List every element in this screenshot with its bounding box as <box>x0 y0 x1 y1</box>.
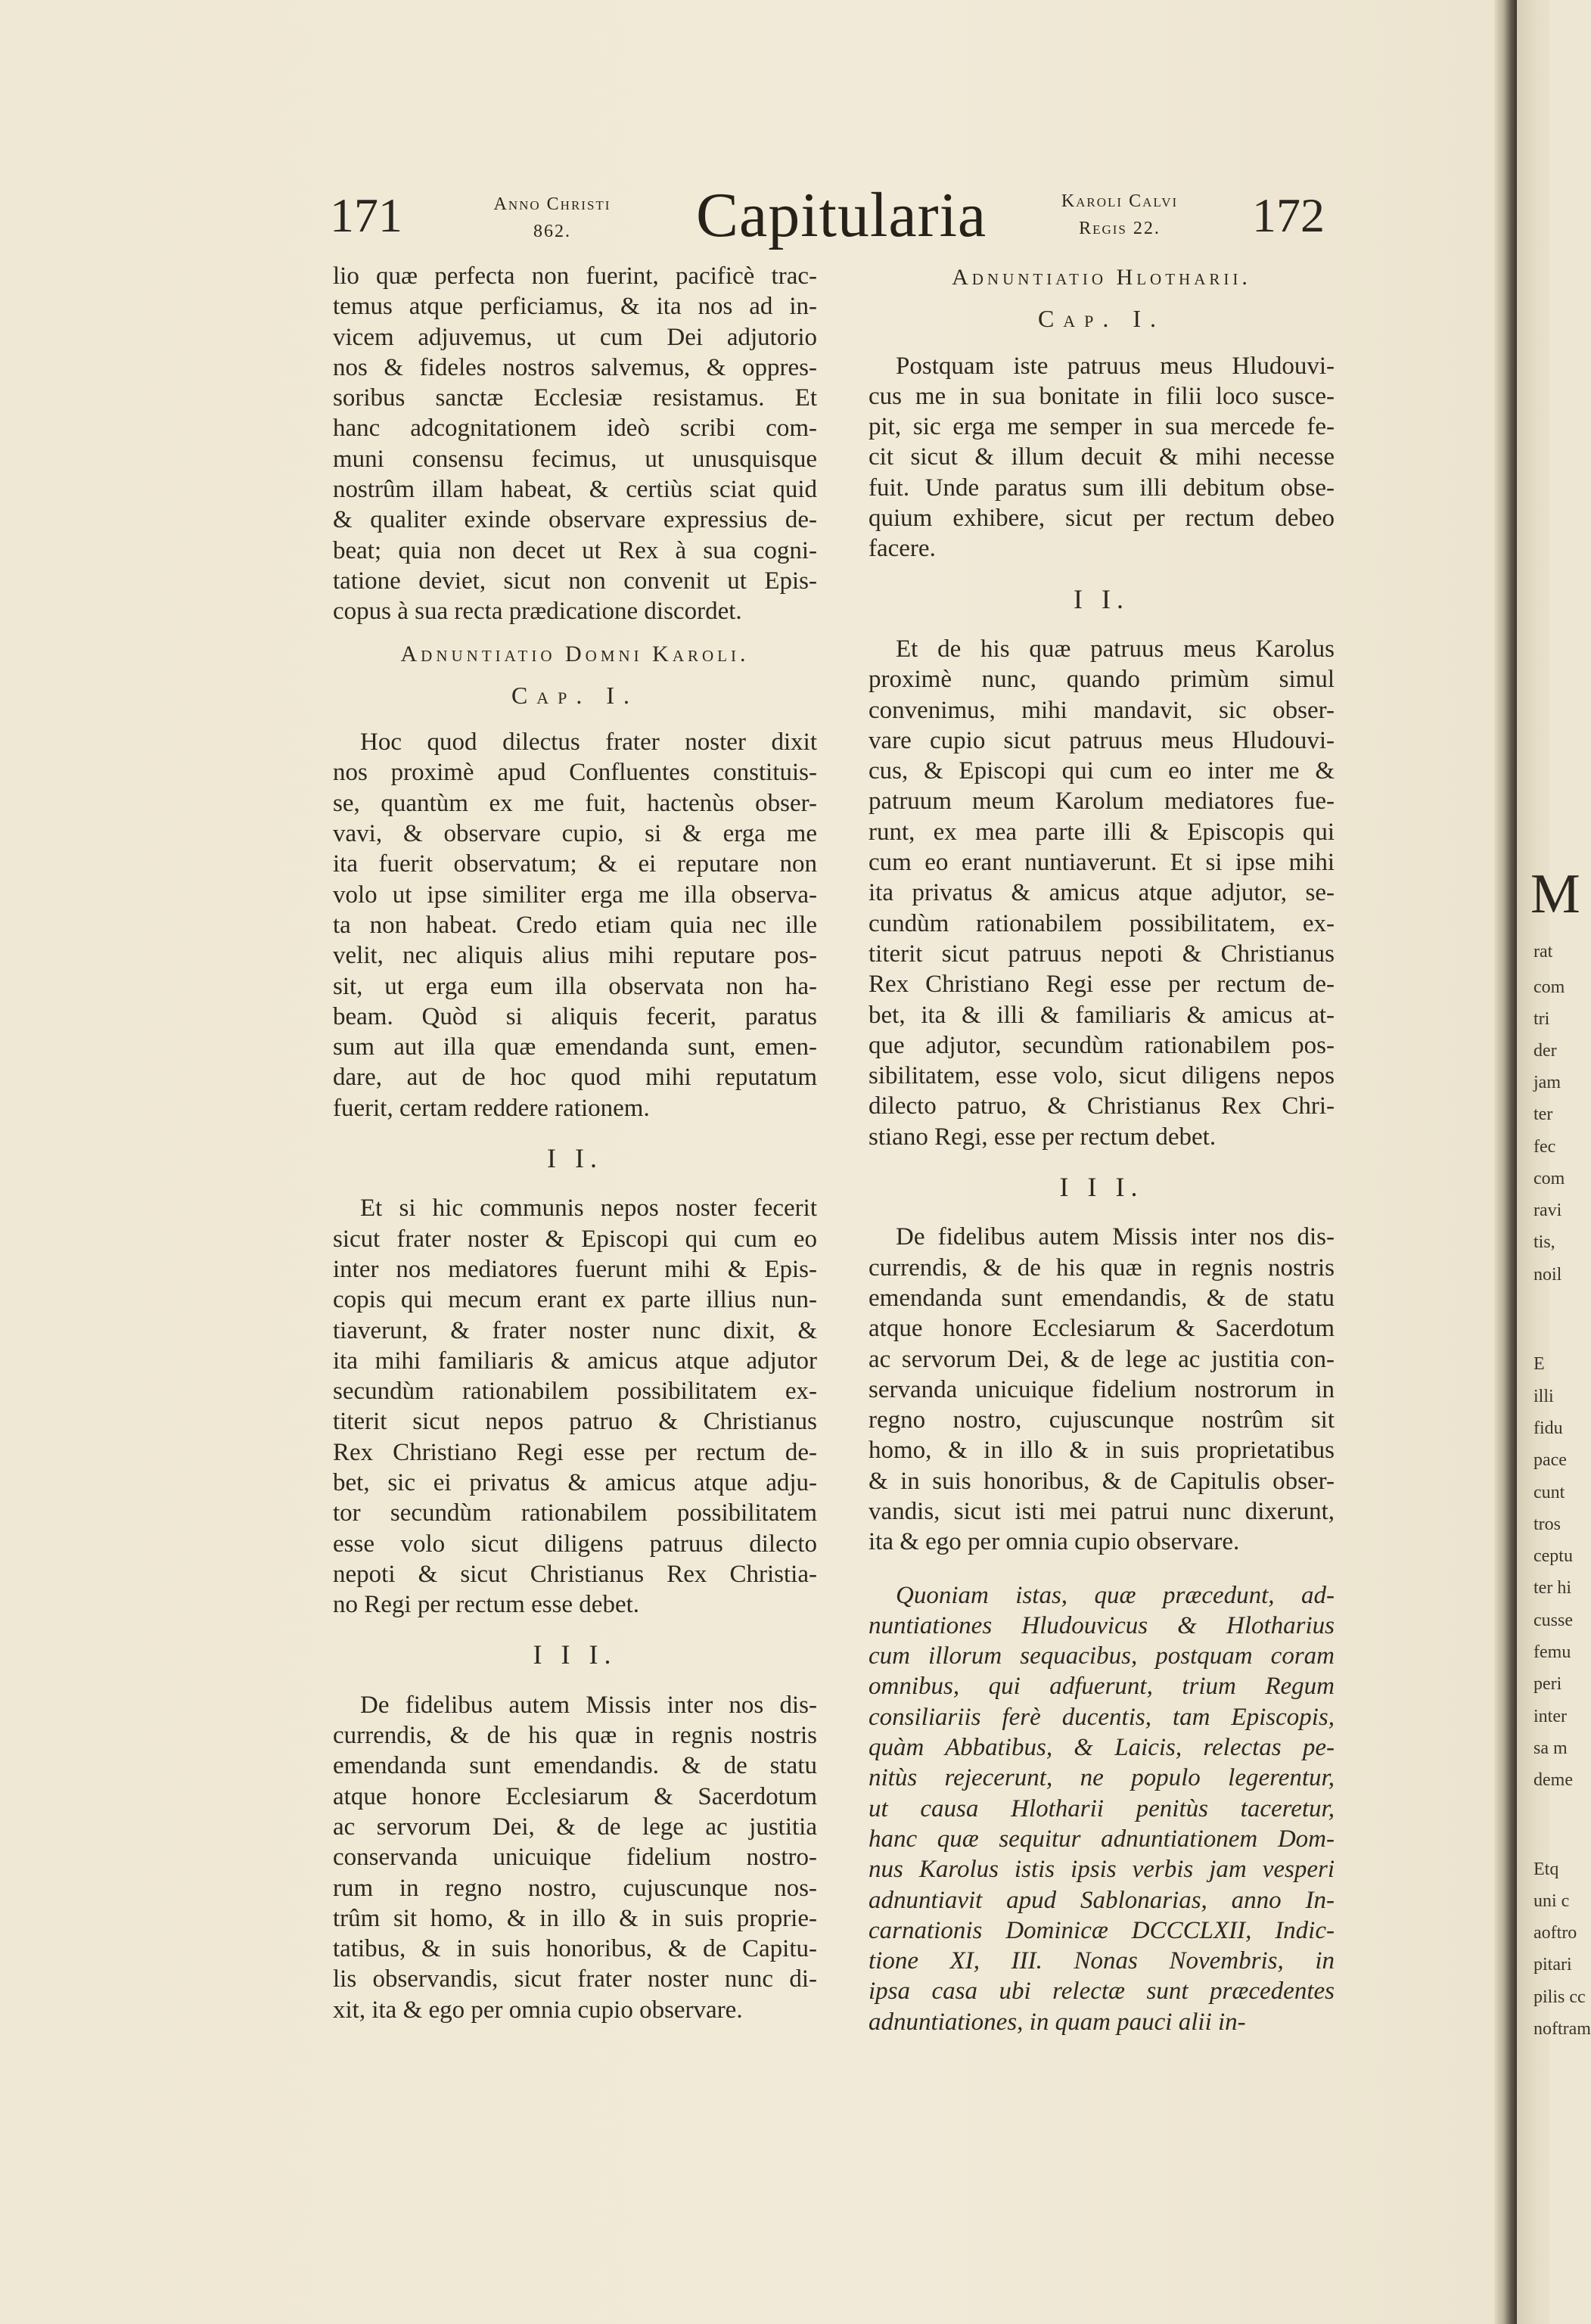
right-text-line: nitùs rejecerunt, ne populo legerentur, <box>869 1764 1335 1792</box>
left-text-line: velit, nec aliquis alius mihi reputare pos- <box>333 942 817 970</box>
right-text-line: Et de his quæ patruus meus Karolus <box>896 635 1335 663</box>
right-text-line: convenimus, mihi mandavit, sic obser- <box>869 696 1335 724</box>
facing-page-fragment: Etq <box>1534 1860 1559 1879</box>
header-year <box>469 191 635 245</box>
right-text-line: Rex Christiano Regi esse per rectum de- <box>869 971 1335 999</box>
facing-page-fragment: aoftro <box>1534 1923 1577 1943</box>
right-text-line: cum illorum sequacibus, postquam coram <box>869 1642 1335 1670</box>
right-text-line: proximè nunc, quando primùm simul <box>869 666 1335 694</box>
left-text-line: currendis, & de his quæ in regnis nostris <box>333 1722 817 1750</box>
right-text-line: regno nostro, cujuscunque nostrûm sit <box>869 1406 1335 1434</box>
right-text-line: emendanda sunt emendandis, & de statu <box>869 1284 1335 1312</box>
facing-page-fragment: fec <box>1534 1137 1556 1157</box>
right-text-line: nuntiationes Hludouvicus & Hlotharius <box>869 1611 1335 1639</box>
right-text-line: De fidelibus autem Missis inter nos dis- <box>896 1223 1335 1251</box>
facing-page-fragment: ter <box>1534 1105 1553 1124</box>
facing-page-fragment: femu <box>1534 1642 1571 1662</box>
facing-page-fragment: peri <box>1534 1674 1562 1694</box>
right-column <box>869 261 1335 2037</box>
right-text-line: cus me in sua bonitate in filii loco susce- <box>869 382 1335 410</box>
facing-page-fragment: noil <box>1534 1265 1562 1285</box>
right-text-line: vare cupio sicut patruus meus Hludouvi- <box>869 726 1335 754</box>
facing-page-fragment: deme <box>1534 1770 1573 1790</box>
left-text-line: nos & fideles nostros salvemus, & oppres- <box>333 353 817 381</box>
left-text-line: tatione deviet, sicut non convenit ut Epis- <box>333 567 817 595</box>
right-text-line: currendis, & de his quæ in regnis nostris <box>869 1254 1335 1282</box>
chapter-heading: Cap. I. <box>1037 305 1166 333</box>
left-text-line: nos proximè apud Confluentes constituis- <box>333 759 817 787</box>
right-text-line: cum eo erant nuntiaverunt. Et si ipse mihi <box>869 849 1335 877</box>
left-text-line: vicem adjuvemus, ut cum Dei adjutorio <box>333 323 817 351</box>
right-text-line: hanc quæ sequitur adnuntiationem Dom- <box>869 1825 1335 1853</box>
facing-page-fragment: ter hi <box>1534 1578 1571 1598</box>
right-text-line: omnibus, qui adfuerunt, trium Regum <box>869 1673 1335 1701</box>
right-text-line: atque honore Ecclesiarum & Sacerdotum <box>869 1315 1335 1343</box>
facing-page-fragment: pace <box>1534 1450 1567 1470</box>
left-text-line: trûm sit homo, & in illo & in suis proprie- <box>333 1904 817 1932</box>
header-year-line: Anno Christi <box>493 194 611 214</box>
right-text-line: runt, ex mea parte illi & Episcopis qui <box>869 818 1335 846</box>
facing-page-fragment: rat <box>1534 942 1553 962</box>
header-reign-line: Karoli Calvi <box>1061 191 1179 211</box>
right-text-line: bet, ita & illi & familiaris & amicus at- <box>869 1001 1335 1029</box>
right-text-line: carnationis Dominicæ DCCCLXII, Indic- <box>869 1916 1335 1944</box>
right-text-line: stiano Regi, esse per rectum debet. <box>869 1123 1217 1151</box>
left-text-line: fuerit, certam reddere rationem. <box>333 1094 650 1122</box>
right-text-line: ita & ego per omnia cupio observare. <box>869 1528 1240 1556</box>
facing-page-fragment: sa m <box>1534 1738 1568 1758</box>
header-year-line: 862. <box>533 222 571 241</box>
left-text-line: ta non habeat. Credo etiam quia nec ille <box>333 911 817 939</box>
left-text-line: xit, ita & ego per omnia cupio observare. <box>333 1996 743 2024</box>
left-text-line: Hoc quod dilectus frater noster dixit <box>360 729 817 757</box>
chapter-number: I I. <box>547 1143 603 1174</box>
facing-page-fragment: illi <box>1534 1387 1554 1406</box>
spacer <box>869 1558 1335 1580</box>
facing-page-fragment: uni c <box>1534 1891 1570 1911</box>
right-text-line: tione XI, III. Nonas Novembris, in <box>869 1947 1335 1975</box>
left-text-line: copus à sua recta prædicatione discordet. <box>333 598 742 626</box>
facing-page-fragment: tis, <box>1534 1232 1555 1252</box>
right-text-line: quium exhibere, sicut per rectum debeo <box>869 505 1335 533</box>
facing-page-fragment: ceptu <box>1534 1546 1573 1566</box>
facing-page-fragment: pilis cc <box>1534 1987 1586 2007</box>
left-text-line: ita fuerit observatum; & ei reputare non <box>333 850 817 878</box>
left-text-line: inter nos mediatores fuerunt mihi & Epis- <box>333 1255 817 1283</box>
right-text-line: patruum meum Karolum mediatores fue- <box>869 788 1335 816</box>
left-text-line: bet, sic ei privatus & amicus atque adju- <box>333 1468 817 1496</box>
chapter-number: I I I. <box>533 1639 617 1670</box>
chapter-number: I I I. <box>1059 1172 1144 1203</box>
right-text-line: sibilitatem, esse volo, sicut diligens nepos <box>869 1062 1335 1090</box>
facing-page-fragment: jam <box>1534 1073 1561 1092</box>
right-text-line: adnuntiationes, in quam pauci alii in- <box>869 2008 1246 2036</box>
left-text-line: copis qui mecum erant ex parte illius nun- <box>333 1286 817 1314</box>
facing-page-initial: M <box>1530 863 1580 925</box>
right-text-line: adnuntiavit apud Sablonarias, anno In- <box>869 1886 1335 1914</box>
left-text-line: De fidelibus autem Missis inter nos dis- <box>360 1691 817 1719</box>
facing-page-fragment: fidu <box>1534 1418 1563 1438</box>
left-text-line: dare, aut de hoc quod mihi reputatum <box>333 1064 817 1092</box>
header-reign-line: Regis 22. <box>1079 219 1161 238</box>
facing-page-fragment: com <box>1534 1169 1565 1188</box>
right-text-line: titerit sicut patruus nepoti & Christianus <box>869 940 1335 968</box>
right-text-line: nus Karolus istis ipsis verbis jam vesperi <box>869 1856 1335 1884</box>
right-text-line: que adjutor, secundùm rationabilem pos- <box>869 1031 1335 1059</box>
facing-page-fragment: pitari <box>1534 1955 1572 1974</box>
right-text-line: quàm Abbatibus, & Laicis, relectas pe- <box>869 1734 1335 1762</box>
left-text-line: soribus sanctæ Ecclesiæ resistamus. Et <box>333 384 817 412</box>
right-text-line: pit, sic erga me semper in sua mercede fe- <box>869 413 1335 441</box>
left-text-line: sum aut illa quæ emendanda sunt, emen- <box>333 1033 817 1061</box>
facing-page-edge <box>1517 0 1591 2324</box>
left-text-line: nostrûm illam habeat, & certiùs sciat quid <box>333 476 817 504</box>
page-number-right: 172 <box>1252 188 1325 242</box>
left-text-line: tor secundùm rationabilem possibilitatem <box>333 1499 817 1527</box>
facing-page-fragment: E <box>1534 1354 1545 1374</box>
chapter-number: I I. <box>1074 583 1130 614</box>
left-text-line: lio quæ perfecta non fuerint, pacificè trac- <box>333 263 817 290</box>
facing-page-fragment: cunt <box>1534 1483 1565 1502</box>
book-gutter <box>1494 0 1517 2324</box>
right-text-line: Postquam iste patruus meus Hludouvi- <box>896 352 1335 380</box>
facing-page-fragment: ravi <box>1534 1201 1562 1220</box>
section-heading: Adnuntiatio Hlotharii. <box>952 265 1251 290</box>
left-column <box>333 261 817 2025</box>
facing-page-fragment: inter <box>1534 1707 1567 1726</box>
right-text-line: dilecto patruo, & Christianus Rex Chri- <box>869 1092 1335 1120</box>
right-text-line: ita privatus & amicus atque adjutor, se- <box>869 879 1335 907</box>
right-text-line: ut causa Hlotharii penitùs taceretur, <box>869 1794 1335 1822</box>
left-text-line: ita mihi familiaris & amicus atque adjutor <box>333 1347 817 1375</box>
header-reign <box>1033 188 1207 242</box>
right-text-line: vandis, sicut isti mei patrui nunc dixerunt, <box>869 1497 1335 1525</box>
left-text-line: sicut frater noster & Episcopi qui cum eo <box>333 1225 817 1253</box>
left-text-line: emendanda sunt emendandis. & de statu <box>333 1752 817 1780</box>
running-title: Capitularia <box>696 180 987 250</box>
left-text-line: se, quantùm ex me fuit, hactenùs obser- <box>333 789 817 817</box>
left-text-line: conservanda unicuique fidelium nostro- <box>333 1844 817 1872</box>
left-text-line: secundùm rationabilem possibilitatem ex- <box>333 1378 817 1406</box>
right-text-line: ipsa casa ubi relectæ sunt præcedentes <box>869 1978 1335 2006</box>
right-text-line: facere. <box>869 535 936 563</box>
facing-page-fragment: cusse <box>1534 1611 1573 1630</box>
right-text-line: consiliariis ferè ducentis, tam Episcopis, <box>869 1703 1335 1731</box>
left-text-line: ac servorum Dei, & de lege ac justitia <box>333 1813 817 1841</box>
left-text-line: volo ut ipse similiter erga me illa observa- <box>333 881 817 909</box>
left-text-line: nepoti & sicut Christianus Rex Christia- <box>333 1560 817 1588</box>
left-text-line: Et si hic communis nepos noster fecerit <box>360 1195 817 1223</box>
right-text-line: ac servorum Dei, & de lege ac justitia con- <box>869 1345 1335 1373</box>
right-text-line: servanda unicuique fidelium nostrorum in <box>869 1375 1335 1403</box>
section-heading: Adnuntiatio Domni Karoli. <box>400 641 750 666</box>
right-text-line: fuit. Unde paratus sum illi debitum obse- <box>869 474 1335 502</box>
left-text-line: beat; quia non decet ut Rex à sua cogni- <box>333 536 817 564</box>
left-text-line: Rex Christiano Regi esse per rectum de- <box>333 1438 817 1466</box>
left-text-line: esse volo sicut diligens patruus dilecto <box>333 1530 817 1558</box>
left-text-line: tiaverunt, & frater noster nunc dixit, & <box>333 1316 817 1344</box>
left-text-line: temus atque perficiamus, & ita nos ad in- <box>333 293 817 321</box>
left-text-line: hanc adcognitationem ideò scribi com- <box>333 415 817 443</box>
right-text-line: & in suis honoribus, & de Capitulis obser- <box>869 1467 1335 1495</box>
left-text-line: sit, ut erga eum illa observata non ha- <box>333 972 817 1000</box>
left-text-line: beam. Quòd si aliquis fecerit, paratus <box>333 1002 817 1030</box>
facing-page-fragment: com <box>1534 977 1565 997</box>
chapter-heading: Cap. I. <box>511 681 639 709</box>
left-text-line: titerit sicut nepos patruo & Christianus <box>333 1408 817 1436</box>
facing-page-fragment: der <box>1534 1041 1557 1061</box>
left-text-line: lis observandis, sicut frater noster nunc di- <box>333 1965 817 1993</box>
left-text-line: atque honore Ecclesiarum & Sacerdotum <box>333 1782 817 1810</box>
facing-page-fragment: tros <box>1534 1515 1561 1534</box>
facing-page-fragment: noftram <box>1534 2019 1591 2039</box>
right-text-line: Quoniam istas, quæ præcedunt, ad- <box>896 1581 1335 1609</box>
left-text-line: muni consensu fecimus, ut unusquisque <box>333 445 817 473</box>
left-text-line: no Regi per rectum esse debet. <box>333 1591 640 1619</box>
left-text-line: vavi, & observare cupio, si & erga me <box>333 820 817 848</box>
facing-page-fragment: tri <box>1534 1009 1550 1029</box>
page-number-left: 171 <box>330 188 402 242</box>
right-text-line: cit sicut & illum decuit & mihi necesse <box>869 443 1335 471</box>
left-text-line: tatibus, & in suis honoribus, & de Capitu- <box>333 1935 817 1963</box>
right-text-line: cundùm rationabilem possibilitatem, ex- <box>869 909 1335 937</box>
left-text-line: rum in regno nostro, cujuscunque nos- <box>333 1874 817 1902</box>
left-text-line: & qualiter exinde observare expressius de- <box>333 506 817 534</box>
right-text-line: homo, & in illo & in suis proprietatibus <box>869 1437 1335 1465</box>
right-text-line: cus, & Episcopi qui cum eo inter me & <box>869 757 1335 785</box>
